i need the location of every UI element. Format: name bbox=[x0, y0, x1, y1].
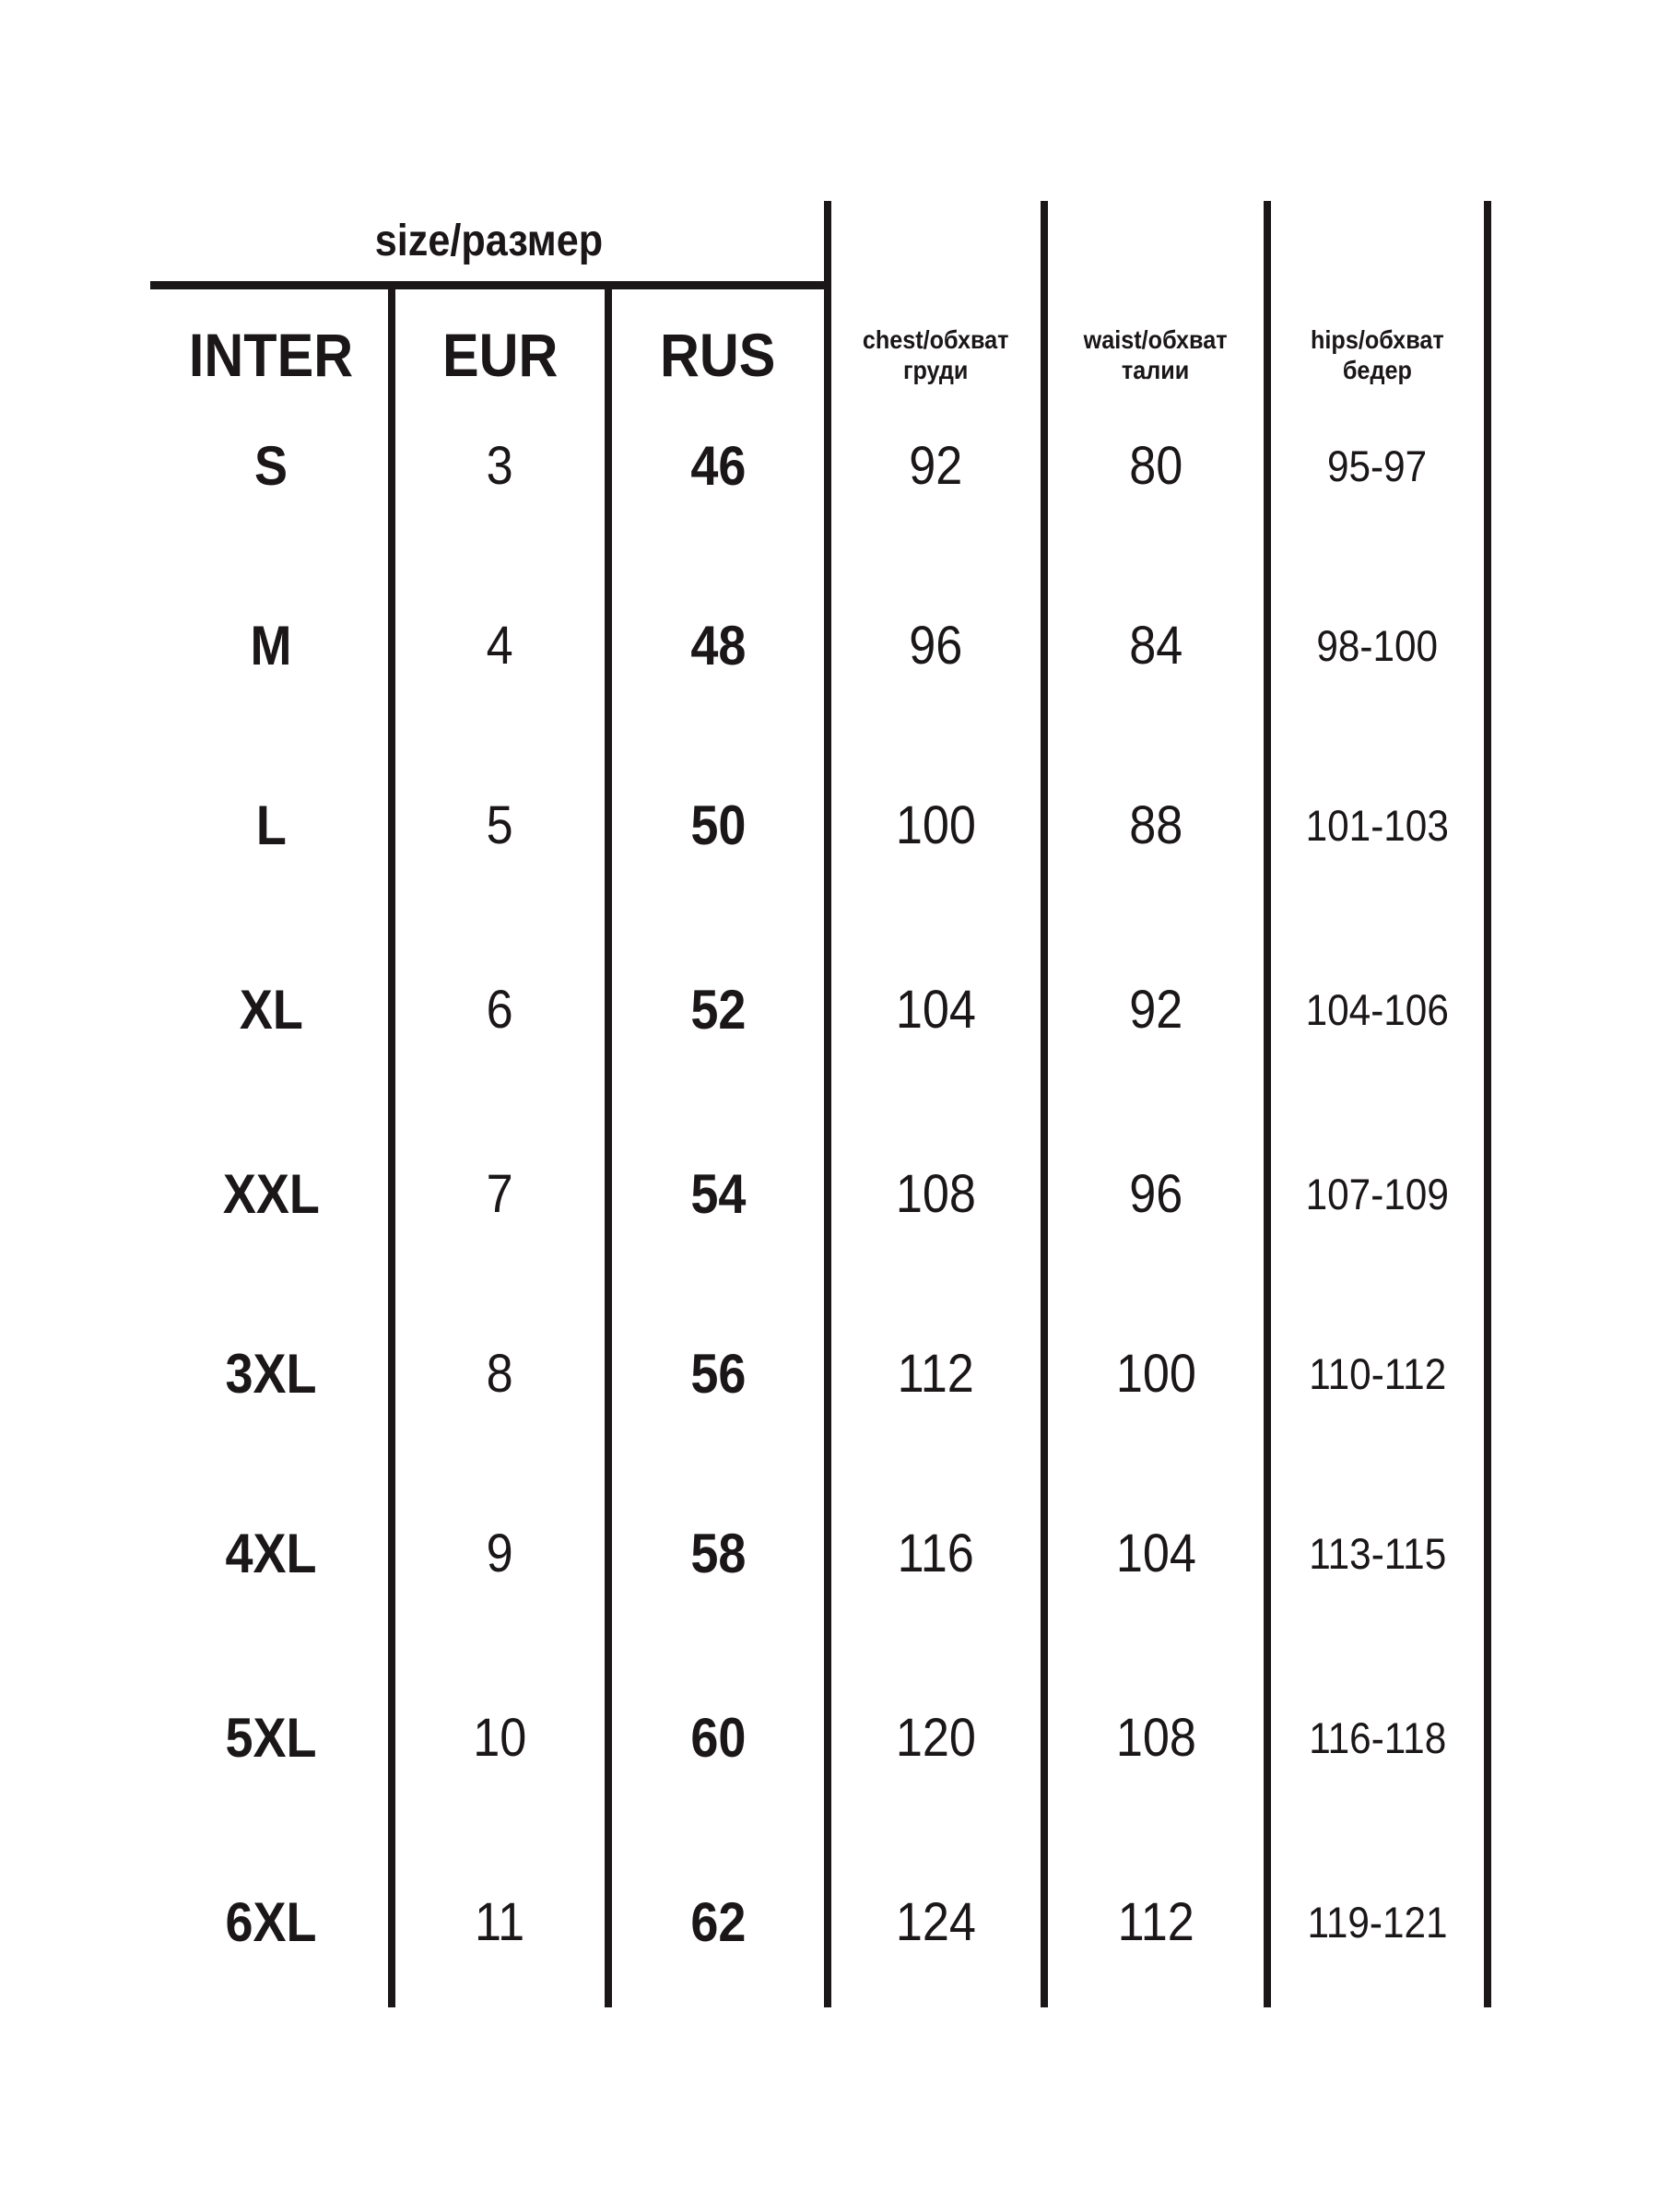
cell-rus: 60 bbox=[689, 1706, 747, 1769]
cell-eur: 8 bbox=[486, 1343, 514, 1404]
cell-inter: XXL bbox=[222, 1162, 320, 1225]
cell-chest: 124 bbox=[895, 1891, 977, 1952]
cell-chest: 96 bbox=[909, 615, 963, 676]
cell-waist: 80 bbox=[1128, 435, 1183, 496]
cell-waist: 88 bbox=[1128, 794, 1183, 855]
table-row bbox=[150, 949, 1488, 1069]
cell-inter: S bbox=[253, 434, 288, 497]
cell-hips: 98-100 bbox=[1316, 620, 1439, 670]
column-header-rus: RUS bbox=[660, 321, 776, 389]
cell-inter: L bbox=[255, 794, 287, 856]
cell-waist: 108 bbox=[1115, 1707, 1196, 1768]
cell-eur: 5 bbox=[486, 794, 514, 855]
cell-inter: 6XL bbox=[225, 1890, 317, 1953]
cell-chest: 112 bbox=[897, 1343, 975, 1404]
cell-chest: 120 bbox=[895, 1707, 977, 1768]
cell-rus: 56 bbox=[689, 1342, 747, 1405]
cell-inter: 3XL bbox=[225, 1342, 317, 1405]
cell-rus: 54 bbox=[689, 1162, 747, 1225]
cell-rus: 62 bbox=[689, 1890, 747, 1953]
cell-waist: 100 bbox=[1115, 1343, 1196, 1404]
cell-eur: 7 bbox=[486, 1163, 514, 1224]
cell-hips: 95-97 bbox=[1327, 441, 1428, 490]
cell-rus: 52 bbox=[689, 978, 747, 1041]
cell-eur: 3 bbox=[486, 435, 514, 496]
table-row bbox=[150, 1862, 1488, 1982]
cell-inter: 4XL bbox=[225, 1522, 317, 1584]
table-row bbox=[150, 1493, 1488, 1613]
cell-rus: 46 bbox=[689, 434, 747, 497]
cell-hips: 119-121 bbox=[1307, 1897, 1448, 1947]
cell-chest: 92 bbox=[909, 435, 963, 496]
cell-chest: 108 bbox=[895, 1163, 977, 1224]
cell-hips: 113-115 bbox=[1309, 1528, 1446, 1578]
cell-rus: 58 bbox=[689, 1522, 747, 1584]
group-header-underline bbox=[150, 281, 828, 289]
table-row bbox=[150, 1313, 1488, 1433]
column-header-inter: INTER bbox=[188, 321, 354, 389]
cell-rus: 48 bbox=[689, 614, 747, 677]
cell-rus: 50 bbox=[689, 794, 747, 856]
table-header-row bbox=[150, 295, 1488, 415]
cell-hips: 110-112 bbox=[1309, 1348, 1446, 1398]
table-row bbox=[150, 765, 1488, 885]
cell-hips: 107-109 bbox=[1305, 1169, 1450, 1218]
cell-inter: 5XL bbox=[225, 1706, 317, 1769]
cell-hips: 116-118 bbox=[1309, 1712, 1446, 1762]
cell-eur: 4 bbox=[486, 615, 514, 676]
column-header-chest: chest/обхват груди bbox=[863, 324, 1009, 384]
column-header-hips: hips/обхват бедер bbox=[1311, 324, 1444, 384]
column-header-eur: EUR bbox=[441, 321, 559, 389]
size-group-header bbox=[150, 216, 828, 266]
cell-waist: 112 bbox=[1117, 1891, 1194, 1952]
column-header-waist: waist/обхват талии bbox=[1084, 324, 1228, 384]
cell-eur: 11 bbox=[475, 1891, 525, 1952]
cell-hips: 104-106 bbox=[1305, 984, 1450, 1034]
cell-waist: 84 bbox=[1128, 615, 1183, 676]
size-group-header-label: size/размер bbox=[374, 217, 604, 265]
table-row bbox=[150, 1677, 1488, 1797]
cell-eur: 6 bbox=[486, 979, 514, 1040]
cell-hips: 101-103 bbox=[1305, 800, 1450, 850]
table-row bbox=[150, 585, 1488, 705]
cell-eur: 10 bbox=[473, 1707, 527, 1768]
cell-waist: 96 bbox=[1128, 1163, 1183, 1224]
table-row bbox=[150, 406, 1488, 525]
cell-eur: 9 bbox=[486, 1523, 514, 1583]
cell-chest: 100 bbox=[895, 794, 977, 855]
table-row bbox=[150, 1134, 1488, 1253]
cell-waist: 104 bbox=[1115, 1523, 1196, 1583]
cell-inter: XL bbox=[239, 978, 303, 1041]
cell-waist: 92 bbox=[1128, 979, 1183, 1040]
cell-inter: M bbox=[250, 614, 292, 677]
cell-chest: 104 bbox=[895, 979, 977, 1040]
cell-chest: 116 bbox=[897, 1523, 975, 1583]
